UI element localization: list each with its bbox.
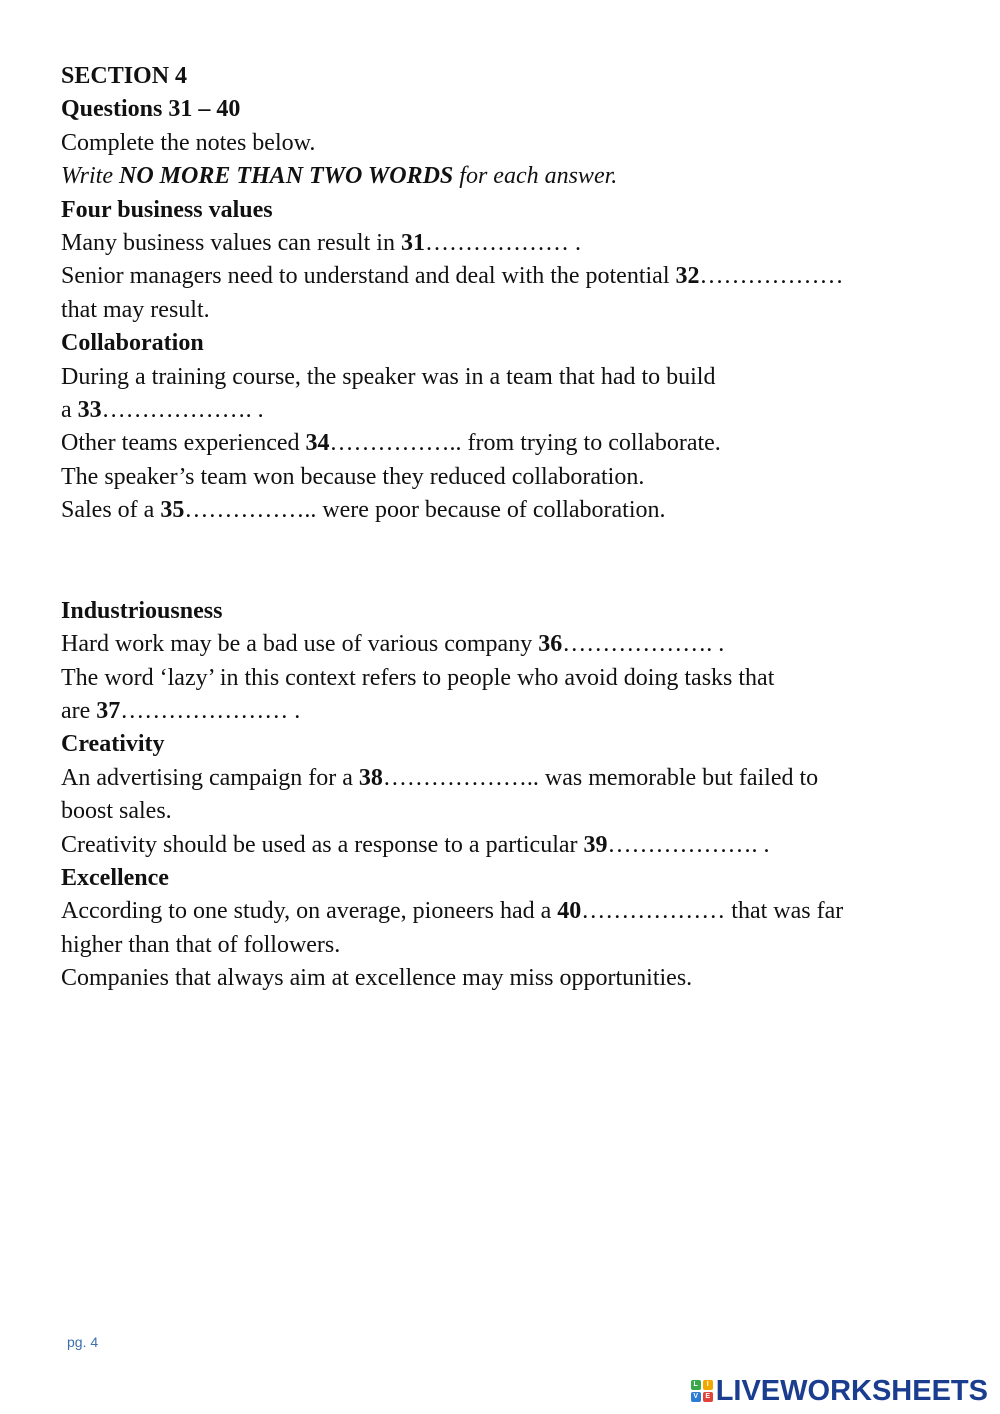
instruction-text: Complete the notes below. bbox=[61, 129, 316, 156]
liveworksheets-wordmark: LIVEWORKSHEETS bbox=[715, 1375, 988, 1407]
note-team-won: The speaker’s team won because they reduced collaboration. bbox=[61, 463, 645, 490]
note-q34: Other teams experienced 34…………….. from trying to collaborate. bbox=[61, 430, 721, 457]
note-q35: Sales of a 35…………….. were poor because of collaboration. bbox=[61, 497, 666, 524]
question-number-34: 34 bbox=[305, 430, 330, 457]
liveworksheets-logo-icon bbox=[691, 1380, 713, 1402]
question-number-35: 35 bbox=[160, 497, 185, 524]
question-number-40: 40 bbox=[557, 898, 582, 925]
section-spacer bbox=[61, 528, 961, 595]
question-number-37: 37 bbox=[96, 697, 121, 724]
question-number-39: 39 bbox=[583, 831, 608, 858]
heading-four-business-values: Four business values bbox=[61, 196, 273, 223]
logo-letter-v: V bbox=[691, 1392, 701, 1402]
logo-letter-l: L bbox=[691, 1380, 701, 1390]
answer-blank-37[interactable]: ………………… . bbox=[120, 697, 301, 724]
answer-blank-38[interactable]: ……………….. was memorable but failed to bbox=[382, 764, 819, 791]
question-number-36: 36 bbox=[538, 631, 563, 658]
note-q38: An advertising campaign for a 38……………….. was memorable but failed to bbox=[61, 764, 819, 791]
note-q36: Hard work may be a bad use of various company 36………………. . bbox=[61, 631, 725, 658]
answer-blank-34[interactable]: …………….. from trying to collaborate. bbox=[329, 430, 721, 457]
section-title: SECTION 4 bbox=[61, 63, 188, 89]
note-q31: Many business values can result in 31……………… . bbox=[61, 230, 581, 257]
answer-blank-31[interactable]: ……………… . bbox=[424, 230, 581, 257]
worksheet-content bbox=[61, 60, 961, 996]
logo-letter-e: E bbox=[703, 1392, 713, 1402]
page-number: pg. 4 bbox=[67, 1334, 99, 1350]
heading-excellence: Excellence bbox=[61, 864, 169, 891]
answer-blank-35[interactable]: …………….. were poor because of collaboration. bbox=[184, 497, 666, 524]
note-training-course: During a training course, the speaker was in a team that had to build bbox=[61, 363, 716, 390]
questions-range: Questions 31 – 40 bbox=[61, 96, 241, 123]
logo-letter-i: I bbox=[703, 1380, 713, 1390]
question-number-38: 38 bbox=[358, 764, 383, 791]
word-limit-emphasis: NO MORE THAN TWO WORDS bbox=[119, 163, 454, 190]
note-q37: are 37………………… . bbox=[61, 697, 301, 724]
heading-industriousness: Industriousness bbox=[61, 597, 223, 624]
answer-blank-33[interactable]: ………………. . bbox=[101, 397, 264, 424]
note-q32: Senior managers need to understand and deal with the potential 32……………… bbox=[61, 263, 844, 290]
note-q33: a 33………………. . bbox=[61, 397, 264, 424]
answer-blank-40[interactable]: ……………… that was far bbox=[581, 898, 844, 925]
question-number-31: 31 bbox=[400, 230, 425, 257]
heading-collaboration: Collaboration bbox=[61, 330, 204, 357]
note-q38-continued: boost sales. bbox=[61, 798, 172, 825]
note-q40-continued: higher than that of followers. bbox=[61, 931, 341, 958]
answer-blank-36[interactable]: ………………. . bbox=[562, 631, 725, 658]
answer-blank-32[interactable]: ……………… bbox=[699, 263, 844, 290]
answer-blank-39[interactable]: ………………. . bbox=[607, 831, 770, 858]
word-limit-instruction: Write NO MORE THAN TWO WORDS for each answer. bbox=[61, 163, 618, 190]
question-number-33: 33 bbox=[77, 397, 102, 424]
note-lazy-definition: The word ‘lazy’ in this context refers to people who avoid doing tasks that bbox=[61, 664, 775, 691]
note-q40: According to one study, on average, pioneers had a 40……………… that was far bbox=[61, 898, 844, 925]
note-q39: Creativity should be used as a response to a particular 39………………. . bbox=[61, 831, 770, 858]
note-missed-opportunities: Companies that always aim at excellence may miss opportunities. bbox=[61, 965, 693, 992]
liveworksheets-brand[interactable] bbox=[691, 1374, 988, 1408]
question-number-32: 32 bbox=[675, 263, 700, 290]
heading-creativity: Creativity bbox=[61, 731, 165, 758]
note-q32-continued: that may result. bbox=[61, 296, 210, 323]
